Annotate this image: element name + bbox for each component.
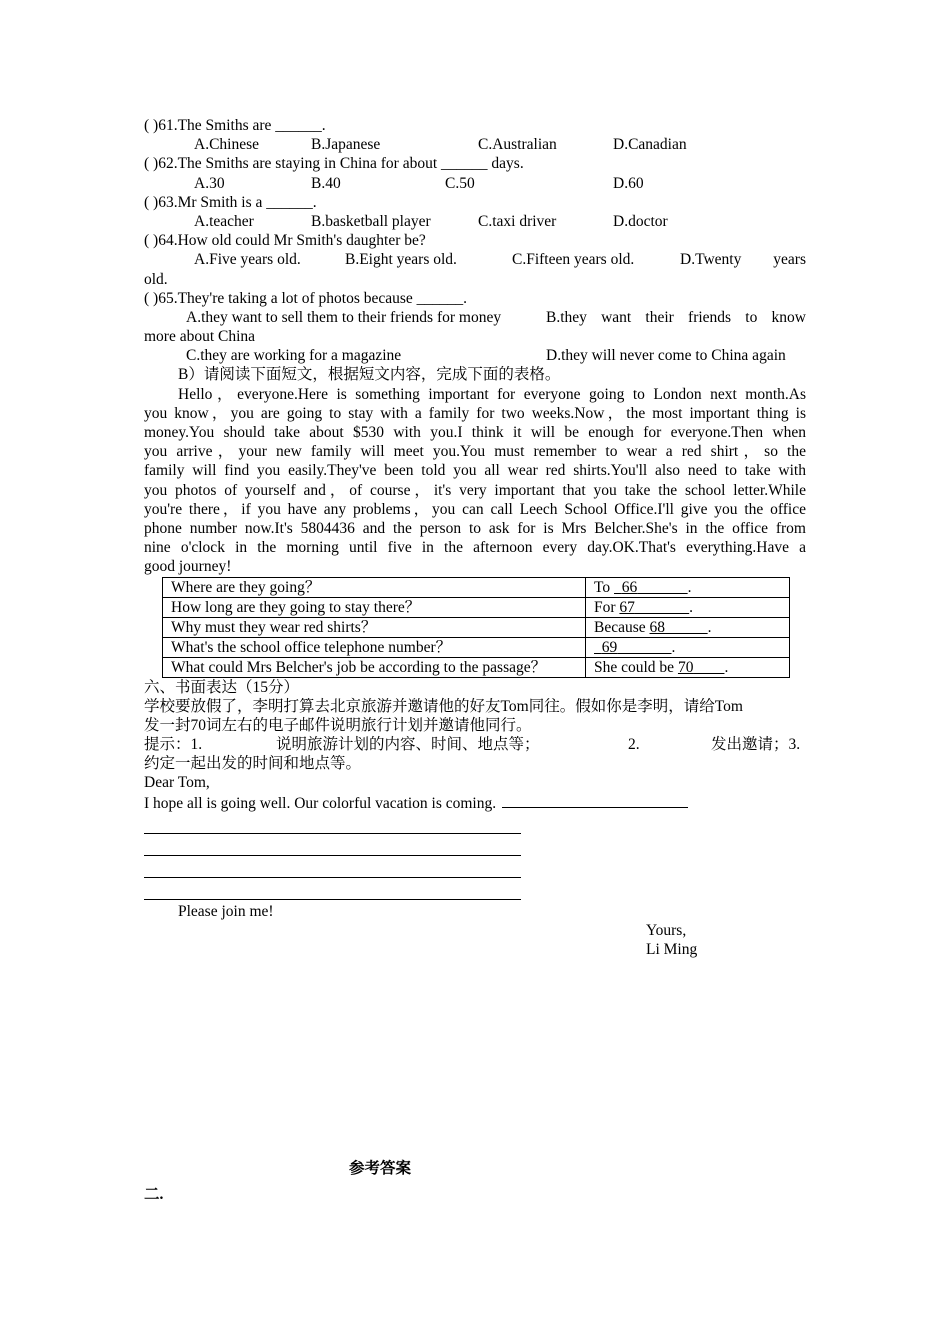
q62-options xyxy=(144,174,806,193)
writing-hints xyxy=(144,735,806,754)
writing-heading: 六、书面表达（15分） xyxy=(144,678,300,696)
writing-line[interactable] xyxy=(502,793,688,808)
writing-line[interactable] xyxy=(144,856,521,878)
letter-sign-off: Yours, xyxy=(646,922,687,939)
table-row xyxy=(163,577,790,597)
table-row xyxy=(163,597,790,617)
q64-option-c: C.Fifteen years old. xyxy=(512,251,635,269)
q65-stem: ( )65.They're taking a lot of photos because ______. xyxy=(144,289,468,307)
q65-option-d: D.they will never come to China again xyxy=(546,347,786,365)
q65-options-ab xyxy=(144,308,806,327)
answers-section: 二. xyxy=(144,1185,164,1203)
passage-line: Hello，everyone.Here is something important for everyone going to London next month.As xyxy=(178,385,806,403)
passage-line: you know，you are going to stay with a family for two weeks.Now，the most important thing is xyxy=(144,404,806,422)
table-question: Why must they wear red shirts？ xyxy=(163,617,586,637)
writing-line[interactable] xyxy=(144,812,521,834)
q61-option-b: B.Japanese xyxy=(311,136,381,154)
table-answer-cell[interactable]: For 67 . xyxy=(586,597,790,617)
q65-options-cd xyxy=(144,346,806,365)
hint-1: 说明旅游计划的内容、时间、地点等； xyxy=(276,736,540,754)
table-row xyxy=(163,657,790,677)
passage-line: phone number now.It's 5804436 and the person to ask for is Mrs Belcher.She's in the office from xyxy=(144,519,806,537)
section-b-heading: B）请阅读下面短文，根据短文内容，完成下面的表格。 xyxy=(178,366,561,384)
table-answer-cell[interactable]: 69 . xyxy=(586,637,790,657)
answer-table xyxy=(162,577,790,678)
q63-stem: ( )63.Mr Smith is a ______. xyxy=(144,193,317,211)
passage-line: you're there，if you have any problems，you can call Leech School Office.I'll give you the office xyxy=(144,500,806,518)
hint-3: 约定一起出发的时间和地点等。 xyxy=(144,755,362,773)
q65-option-b: B.they want their friends to know xyxy=(546,308,806,326)
q62-stem: ( )62.The Smiths are staying in China for about ______ days. xyxy=(144,155,524,173)
letter-signature: Li Ming xyxy=(646,941,698,959)
writing-prompt-2: 发一封70词左右的电子邮件说明旅行计划并邀请他同行。 xyxy=(144,716,532,734)
q61-option-a: A.Chinese xyxy=(194,136,260,154)
q64-option-a: A.Five years old. xyxy=(194,251,301,269)
q63-option-a: A.teacher xyxy=(194,212,254,230)
passage-line: family will find you easily.They've been told you all wear red shirts.You'll also need to take with xyxy=(144,462,806,480)
passage-line: you arrive，your new family will meet you.You must remember to wear a red shirt，so the xyxy=(144,443,806,461)
passage-line: nine o'clock in the morning until five in the afternoon every day.OK.That's everything.Have a xyxy=(144,539,806,557)
blank-67: 67 xyxy=(619,598,635,616)
hint-2: 发出邀请；3. xyxy=(711,736,801,754)
q62-option-b: B.40 xyxy=(311,174,341,192)
q62-option-c: C.50 xyxy=(445,174,475,192)
passage-line-last: good journey! xyxy=(144,558,232,576)
writing-line[interactable] xyxy=(144,878,521,900)
writing-prompt-1: 学校要放假了，李明打算去北京旅游并邀请他的好友Tom同往。假如你是李明，请给Tom xyxy=(144,697,743,715)
letter-invite: Please join me! xyxy=(178,902,274,920)
q65-option-b-cont: more about China xyxy=(144,328,256,346)
answers-title: 参考答案 xyxy=(349,1160,412,1178)
writing-line[interactable] xyxy=(144,834,521,856)
passage-line: money.You should take about $530 with you.I think it will be enough for everyone.Then when xyxy=(144,424,806,441)
letter-opening: I hope all is going well. Our colorful vacation is coming. xyxy=(144,793,806,812)
exam-page xyxy=(144,116,806,1204)
letter-greeting: Dear Tom, xyxy=(144,774,210,792)
table-question: What's the school office telephone number？ xyxy=(163,637,586,657)
table-answer-cell[interactable]: To 66 . xyxy=(586,577,790,597)
blank-69: 69 xyxy=(601,638,618,656)
q61-option-d: D.Canadian xyxy=(613,136,687,154)
q61-options xyxy=(144,135,806,154)
q61-option-c: C.Australian xyxy=(478,136,557,154)
table-question: What could Mrs Belcher's job be according to the passage？ xyxy=(163,657,586,677)
table-row xyxy=(163,617,790,637)
q63-option-b: B.basketball player xyxy=(311,212,431,230)
q64-options xyxy=(144,250,806,269)
q64-stem: ( )64.How old could Mr Smith's daughter be? xyxy=(144,232,426,250)
q65-option-c: C.they are working for a magazine xyxy=(186,347,402,365)
q64-option-d-cont: old. xyxy=(144,270,168,288)
q65-option-a: A.they want to sell them to their friends for money xyxy=(186,308,502,326)
passage-line: you photos of yourself and，of course，it's very important that you take the school letter.While xyxy=(144,481,806,499)
table-question: Where are they going？ xyxy=(163,577,586,597)
q62-option-d: D.60 xyxy=(613,174,644,192)
section-b-passage xyxy=(144,385,806,577)
table-answer-cell[interactable]: She could be 70 . xyxy=(586,657,790,677)
q64-option-b: B.Eight years old. xyxy=(345,251,457,269)
hint-label: 提示：1. xyxy=(144,736,203,754)
table-question: How long are they going to stay there？ xyxy=(163,597,586,617)
q63-option-d: D.doctor xyxy=(613,212,668,230)
table-row xyxy=(163,637,790,657)
blank-66: 66 xyxy=(621,578,638,596)
q63-option-c: C.taxi driver xyxy=(478,212,557,230)
table-answer-cell[interactable]: Because 68 . xyxy=(586,617,790,637)
blank-68: 68 xyxy=(649,618,666,636)
q61-stem: ( )61.The Smiths are ______. xyxy=(144,117,326,134)
q63-options xyxy=(144,212,806,231)
blank-70: 70 xyxy=(677,658,694,676)
q62-option-a: A.30 xyxy=(194,174,225,192)
q64-option-d: D.Twenty years xyxy=(680,251,806,269)
hint-2-number: 2. xyxy=(628,736,640,754)
